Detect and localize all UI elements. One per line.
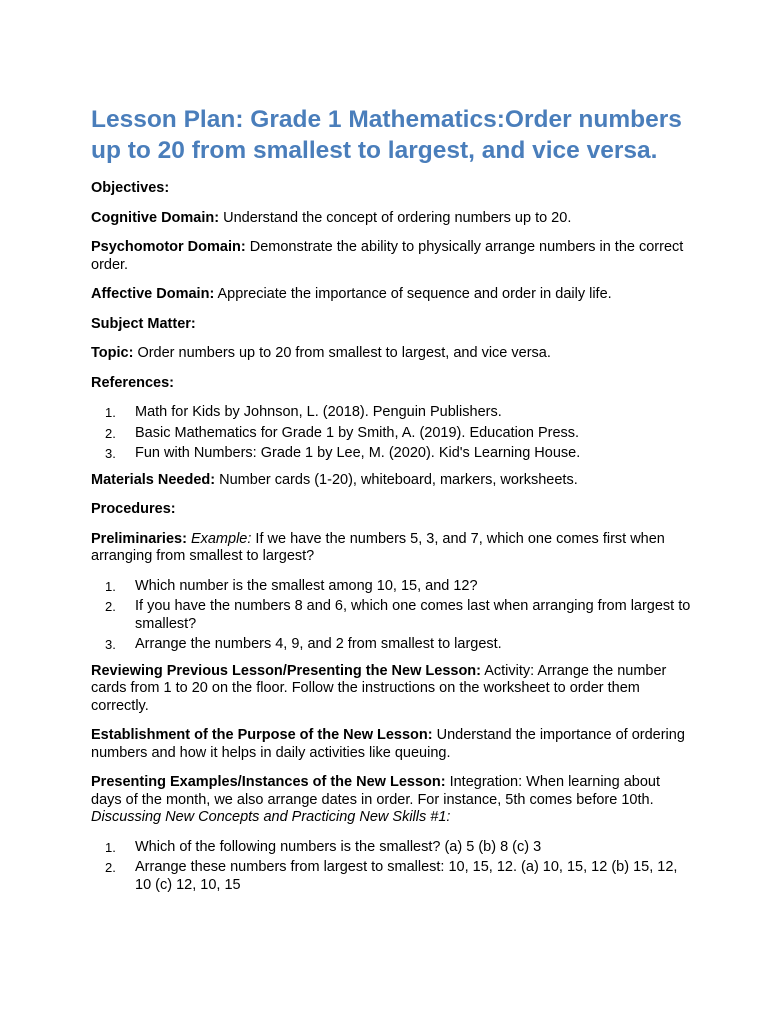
affective-domain-label: Affective Domain: [91,286,215,302]
list-item [91,598,691,633]
page-title: Lesson Plan: Grade 1 Mathematics:Order numbers up to 20 from smallest to largest, and vice versa. [91,106,682,164]
purpose-section [91,727,691,762]
purpose-label: Establishment of the Purpose of the New Lesson: [91,727,433,743]
examples-italic-text: Discussing New Concepts and Practicing New Skills #1: [91,809,451,825]
preliminaries [91,531,691,566]
materials-needed [91,472,691,490]
practice-questions-list [91,839,691,895]
reviewing-text: Activity: Arrange the number cards from 1 to 20 on the floor. Follow the instructions on the worksheet to order them correctly. [91,662,667,714]
examples-text: Integration: When learning about days of the month, we also arrange dates in order. For instance, 5th comes before 10th. [91,774,660,808]
list-item-text: Which of the following numbers is the smallest? (a) 5 (b) 8 (c) 3 [135,838,542,855]
list-number: 1. [105,578,116,594]
list-number: 2. [105,860,116,875]
list-number: 1. [105,405,116,420]
list-item [91,839,691,857]
list-number: 2. [105,599,116,614]
lesson-plan-document [91,104,691,903]
references-list [91,404,691,463]
psychomotor-domain-text: Demonstrate the ability to physically arrange numbers in the correct order. [91,239,684,273]
subject-matter-heading: Subject Matter: [91,315,196,332]
topic [91,345,691,363]
preliminaries-text: If we have the numbers 5, 3, and 7, which one comes first when arranging from smallest to largest? [91,530,665,564]
list-number: 2. [105,425,116,441]
list-item [91,859,691,894]
preliminary-questions-list [91,578,691,654]
procedures-heading: Procedures: [91,501,176,517]
list-item [91,636,691,654]
purpose-text: Understand the importance of ordering numbers and how it helps in daily activities like queuing. [91,727,685,761]
list-item-text: Arrange the numbers 4, 9, and 2 from smallest to largest. [135,636,502,652]
topic-label: Topic: [91,345,134,361]
psychomotor-domain-label: Psychomotor Domain: [91,239,246,255]
reviewing-label: Reviewing Previous Lesson/Presenting the New Lesson: [91,662,481,679]
list-item-text: Basic Mathematics for Grade 1 by Smith, A. (2019). Education Press. [135,424,580,441]
list-number: 3. [105,637,116,652]
list-item-text: Fun with Numbers: Grade 1 by Lee, M. (2020). Kid's Learning House. [135,445,581,461]
list-item-text: Arrange these numbers from largest to smallest: 10, 15, 12. (a) 10, 15, 12 (b) 15, 12, 10 (c) 12, 10, 15 [135,859,678,893]
list-item [91,404,691,422]
affective-domain-text: Appreciate the importance of sequence and order in daily life. [214,286,612,302]
list-item [91,445,691,463]
list-item-text: Math for Kids by Johnson, L. (2018). Penguin Publishers. [135,404,502,420]
list-item [91,578,691,596]
references-heading: References: [91,374,175,391]
psychomotor-domain [91,239,691,274]
list-item-text: Which number is the smallest among 10, 15, and 12? [135,577,478,594]
cognitive-domain-text: Understand the concept of ordering numbers up to 20. [219,209,572,226]
list-number: 1. [105,839,116,855]
materials-text: Number cards (1-20), whiteboard, markers, worksheets. [215,471,578,488]
objectives-heading: Objectives: [91,180,170,196]
topic-text: Order numbers up to 20 from smallest to largest, and vice versa. [133,345,551,361]
list-item [91,425,691,443]
list-item-text: If you have the numbers 8 and 6, which one comes last when arranging from largest to smallest? [135,598,691,632]
preliminaries-example-label: Example: [186,530,252,547]
cognitive-domain-label: Cognitive Domain: [91,209,220,226]
cognitive-domain [91,210,691,228]
materials-label: Materials Needed: [91,471,216,488]
examples-label: Presenting Examples/Instances of the New Lesson: [91,774,446,790]
affective-domain [91,286,691,304]
preliminaries-label: Preliminaries: [91,530,187,547]
reviewing-section [91,663,691,716]
list-number: 3. [105,446,116,461]
examples-section [91,774,691,827]
